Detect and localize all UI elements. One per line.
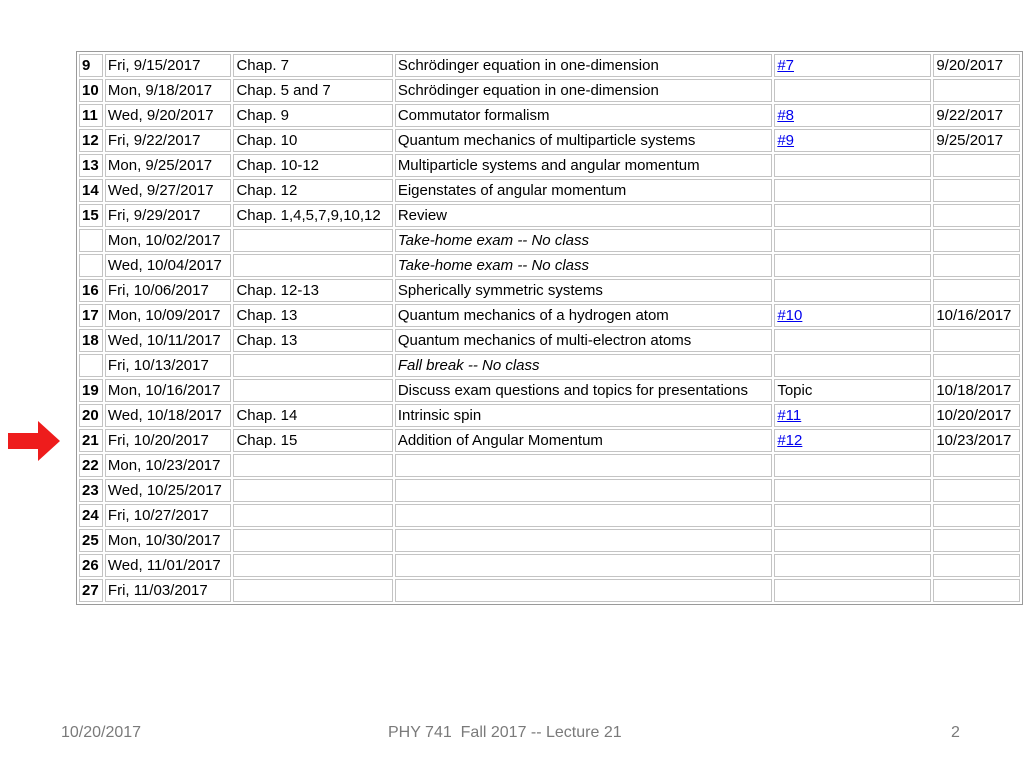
footer-date: 10/20/2017 xyxy=(61,724,142,741)
topic-cell xyxy=(395,554,773,577)
homework-cell xyxy=(774,529,931,552)
homework-cell xyxy=(774,204,931,227)
table-row xyxy=(79,379,1020,402)
date-cell: Mon, 10/09/2017 xyxy=(105,304,232,327)
homework-cell xyxy=(774,279,931,302)
date-cell: Mon, 10/23/2017 xyxy=(105,454,232,477)
date-cell: Wed, 11/01/2017 xyxy=(105,554,232,577)
table-row xyxy=(79,579,1020,602)
lecture-number-cell: 12 xyxy=(79,129,103,152)
chapter-cell: Chap. 15 xyxy=(233,429,392,452)
date-cell: Mon, 10/30/2017 xyxy=(105,529,232,552)
lecture-number-cell: 18 xyxy=(79,329,103,352)
lecture-number-cell: 11 xyxy=(79,104,103,127)
chapter-cell: Chap. 5 and 7 xyxy=(233,79,392,102)
lecture-number-cell: 15 xyxy=(79,204,103,227)
homework-cell xyxy=(774,154,931,177)
due-date-cell xyxy=(933,79,1020,102)
due-date-cell xyxy=(933,554,1020,577)
lecture-number-cell: 10 xyxy=(79,79,103,102)
topic-cell: Quantum mechanics of a hydrogen atom xyxy=(395,304,773,327)
homework-cell xyxy=(774,329,931,352)
chapter-cell: Chap. 13 xyxy=(233,304,392,327)
homework-cell xyxy=(774,104,931,127)
topic-cell xyxy=(395,454,773,477)
topic-cell: Discuss exam questions and topics for presentations xyxy=(395,379,773,402)
homework-cell xyxy=(774,579,931,602)
topic-cell: Quantum mechanics of multiparticle systems xyxy=(395,129,773,152)
footer-page-number: 2 xyxy=(951,724,960,741)
topic-cell: Intrinsic spin xyxy=(395,404,773,427)
date-cell: Fri, 9/15/2017 xyxy=(105,54,232,77)
topic-cell xyxy=(395,504,773,527)
date-cell: Fri, 10/20/2017 xyxy=(105,429,232,452)
chapter-cell: Chap. 14 xyxy=(233,404,392,427)
date-cell: Mon, 9/18/2017 xyxy=(105,79,232,102)
date-cell: Wed, 9/27/2017 xyxy=(105,179,232,202)
homework-cell xyxy=(774,79,931,102)
table-row xyxy=(79,554,1020,577)
table-row xyxy=(79,504,1020,527)
date-cell: Wed, 9/20/2017 xyxy=(105,104,232,127)
topic-cell xyxy=(395,529,773,552)
homework-cell xyxy=(774,554,931,577)
chapter-cell: Chap. 7 xyxy=(233,54,392,77)
chapter-cell xyxy=(233,579,392,602)
due-date-cell xyxy=(933,354,1020,377)
due-date-cell: 10/20/2017 xyxy=(933,404,1020,427)
due-date-cell xyxy=(933,229,1020,252)
topic-cell: Commutator formalism xyxy=(395,104,773,127)
lecture-number-cell xyxy=(79,354,103,377)
homework-cell xyxy=(774,229,931,252)
chapter-cell: Chap. 10 xyxy=(233,129,392,152)
topic-cell: Take-home exam -- No class xyxy=(395,254,773,277)
chapter-cell xyxy=(233,454,392,477)
lecture-number-cell: 27 xyxy=(79,579,103,602)
homework-cell xyxy=(774,429,931,452)
due-date-cell: 10/23/2017 xyxy=(933,429,1020,452)
table-row xyxy=(79,104,1020,127)
homework-link[interactable]: #8 xyxy=(777,106,795,124)
date-cell: Fri, 9/29/2017 xyxy=(105,204,232,227)
date-cell: Mon, 10/02/2017 xyxy=(105,229,232,252)
lecture-number-cell: 14 xyxy=(79,179,103,202)
chapter-cell: Chap. 1,4,5,7,9,10,12 xyxy=(233,204,392,227)
chapter-cell xyxy=(233,504,392,527)
table-row xyxy=(79,79,1020,102)
lecture-number-cell: 9 xyxy=(79,54,103,77)
homework-cell xyxy=(774,54,931,77)
lecture-number-cell: 13 xyxy=(79,154,103,177)
table-row xyxy=(79,129,1020,152)
homework-link[interactable]: #9 xyxy=(777,131,795,149)
topic-cell: Quantum mechanics of multi-electron atoms xyxy=(395,329,773,352)
due-date-cell: 10/18/2017 xyxy=(933,379,1020,402)
lecture-number-cell: 22 xyxy=(79,454,103,477)
homework-cell xyxy=(774,129,931,152)
due-date-cell xyxy=(933,579,1020,602)
table-row xyxy=(79,304,1020,327)
lecture-number-cell: 21 xyxy=(79,429,103,452)
topic-cell: Addition of Angular Momentum xyxy=(395,429,773,452)
homework-cell xyxy=(774,479,931,502)
date-cell: Fri, 10/27/2017 xyxy=(105,504,232,527)
table-row xyxy=(79,54,1020,77)
date-cell: Wed, 10/25/2017 xyxy=(105,479,232,502)
due-date-cell: 9/25/2017 xyxy=(933,129,1020,152)
homework-cell xyxy=(774,454,931,477)
chapter-cell xyxy=(233,554,392,577)
homework-link[interactable]: #10 xyxy=(777,306,803,324)
topic-cell: Take-home exam -- No class xyxy=(395,229,773,252)
chapter-cell xyxy=(233,529,392,552)
lecture-number-cell: 17 xyxy=(79,304,103,327)
homework-cell xyxy=(774,404,931,427)
schedule-table xyxy=(76,51,1023,605)
lecture-number-cell: 20 xyxy=(79,404,103,427)
topic-cell: Eigenstates of angular momentum xyxy=(395,179,773,202)
chapter-cell xyxy=(233,479,392,502)
due-date-cell xyxy=(933,154,1020,177)
table-row xyxy=(79,454,1020,477)
chapter-cell xyxy=(233,379,392,402)
table-row xyxy=(79,329,1020,352)
chapter-cell: Chap. 9 xyxy=(233,104,392,127)
chapter-cell: Chap. 13 xyxy=(233,329,392,352)
table-row xyxy=(79,279,1020,302)
lecture-number-cell xyxy=(79,254,103,277)
homework-link[interactable]: #12 xyxy=(777,431,803,449)
due-date-cell xyxy=(933,504,1020,527)
due-date-cell xyxy=(933,479,1020,502)
homework-cell xyxy=(774,179,931,202)
table-row xyxy=(79,529,1020,552)
date-cell: Fri, 11/03/2017 xyxy=(105,579,232,602)
due-date-cell xyxy=(933,204,1020,227)
topic-cell: Fall break -- No class xyxy=(395,354,773,377)
table-row xyxy=(79,404,1020,427)
date-cell: Fri, 10/06/2017 xyxy=(105,279,232,302)
date-cell: Mon, 9/25/2017 xyxy=(105,154,232,177)
chapter-cell xyxy=(233,229,392,252)
chapter-cell xyxy=(233,354,392,377)
lecture-number-cell: 16 xyxy=(79,279,103,302)
homework-link[interactable]: #11 xyxy=(777,406,802,424)
table-row-current xyxy=(79,429,1020,452)
chapter-cell: Chap. 10-12 xyxy=(233,154,392,177)
date-cell: Fri, 9/22/2017 xyxy=(105,129,232,152)
schedule-table-body xyxy=(79,54,1020,602)
lecture-number-cell: 26 xyxy=(79,554,103,577)
due-date-cell: 10/16/2017 xyxy=(933,304,1020,327)
topic-cell xyxy=(395,579,773,602)
footer-title: PHY 741 Fall 2017 -- Lecture 21 xyxy=(388,724,622,741)
topic-cell: Schrödinger equation in one-dimension xyxy=(395,79,773,102)
table-row xyxy=(79,179,1020,202)
lecture-number-cell: 24 xyxy=(79,504,103,527)
homework-cell: Topic xyxy=(774,379,931,402)
due-date-cell xyxy=(933,179,1020,202)
homework-link[interactable]: #7 xyxy=(777,56,795,74)
topic-cell xyxy=(395,479,773,502)
date-cell: Wed, 10/11/2017 xyxy=(105,329,232,352)
lecture-number-cell: 25 xyxy=(79,529,103,552)
lecture-number-cell xyxy=(79,229,103,252)
table-row xyxy=(79,204,1020,227)
table-row xyxy=(79,254,1020,277)
due-date-cell xyxy=(933,279,1020,302)
table-row xyxy=(79,354,1020,377)
homework-cell xyxy=(774,504,931,527)
homework-cell xyxy=(774,254,931,277)
homework-cell xyxy=(774,354,931,377)
table-row xyxy=(79,154,1020,177)
due-date-cell xyxy=(933,454,1020,477)
homework-cell xyxy=(774,304,931,327)
due-date-cell xyxy=(933,254,1020,277)
chapter-cell: Chap. 12 xyxy=(233,179,392,202)
due-date-cell: 9/22/2017 xyxy=(933,104,1020,127)
lecture-number-cell: 23 xyxy=(79,479,103,502)
table-row xyxy=(79,229,1020,252)
topic-cell: Review xyxy=(395,204,773,227)
topic-cell: Spherically symmetric systems xyxy=(395,279,773,302)
date-cell: Mon, 10/16/2017 xyxy=(105,379,232,402)
schedule-table-viewport xyxy=(76,51,1023,599)
due-date-cell xyxy=(933,329,1020,352)
topic-cell: Schrödinger equation in one-dimension xyxy=(395,54,773,77)
due-date-cell xyxy=(933,529,1020,552)
chapter-cell xyxy=(233,254,392,277)
table-row xyxy=(79,479,1020,502)
date-cell: Fri, 10/13/2017 xyxy=(105,354,232,377)
date-cell: Wed, 10/18/2017 xyxy=(105,404,232,427)
lecture-number-cell: 19 xyxy=(79,379,103,402)
right-arrow-icon xyxy=(8,421,60,461)
date-cell: Wed, 10/04/2017 xyxy=(105,254,232,277)
chapter-cell: Chap. 12-13 xyxy=(233,279,392,302)
due-date-cell: 9/20/2017 xyxy=(933,54,1020,77)
topic-cell: Multiparticle systems and angular momentum xyxy=(395,154,773,177)
